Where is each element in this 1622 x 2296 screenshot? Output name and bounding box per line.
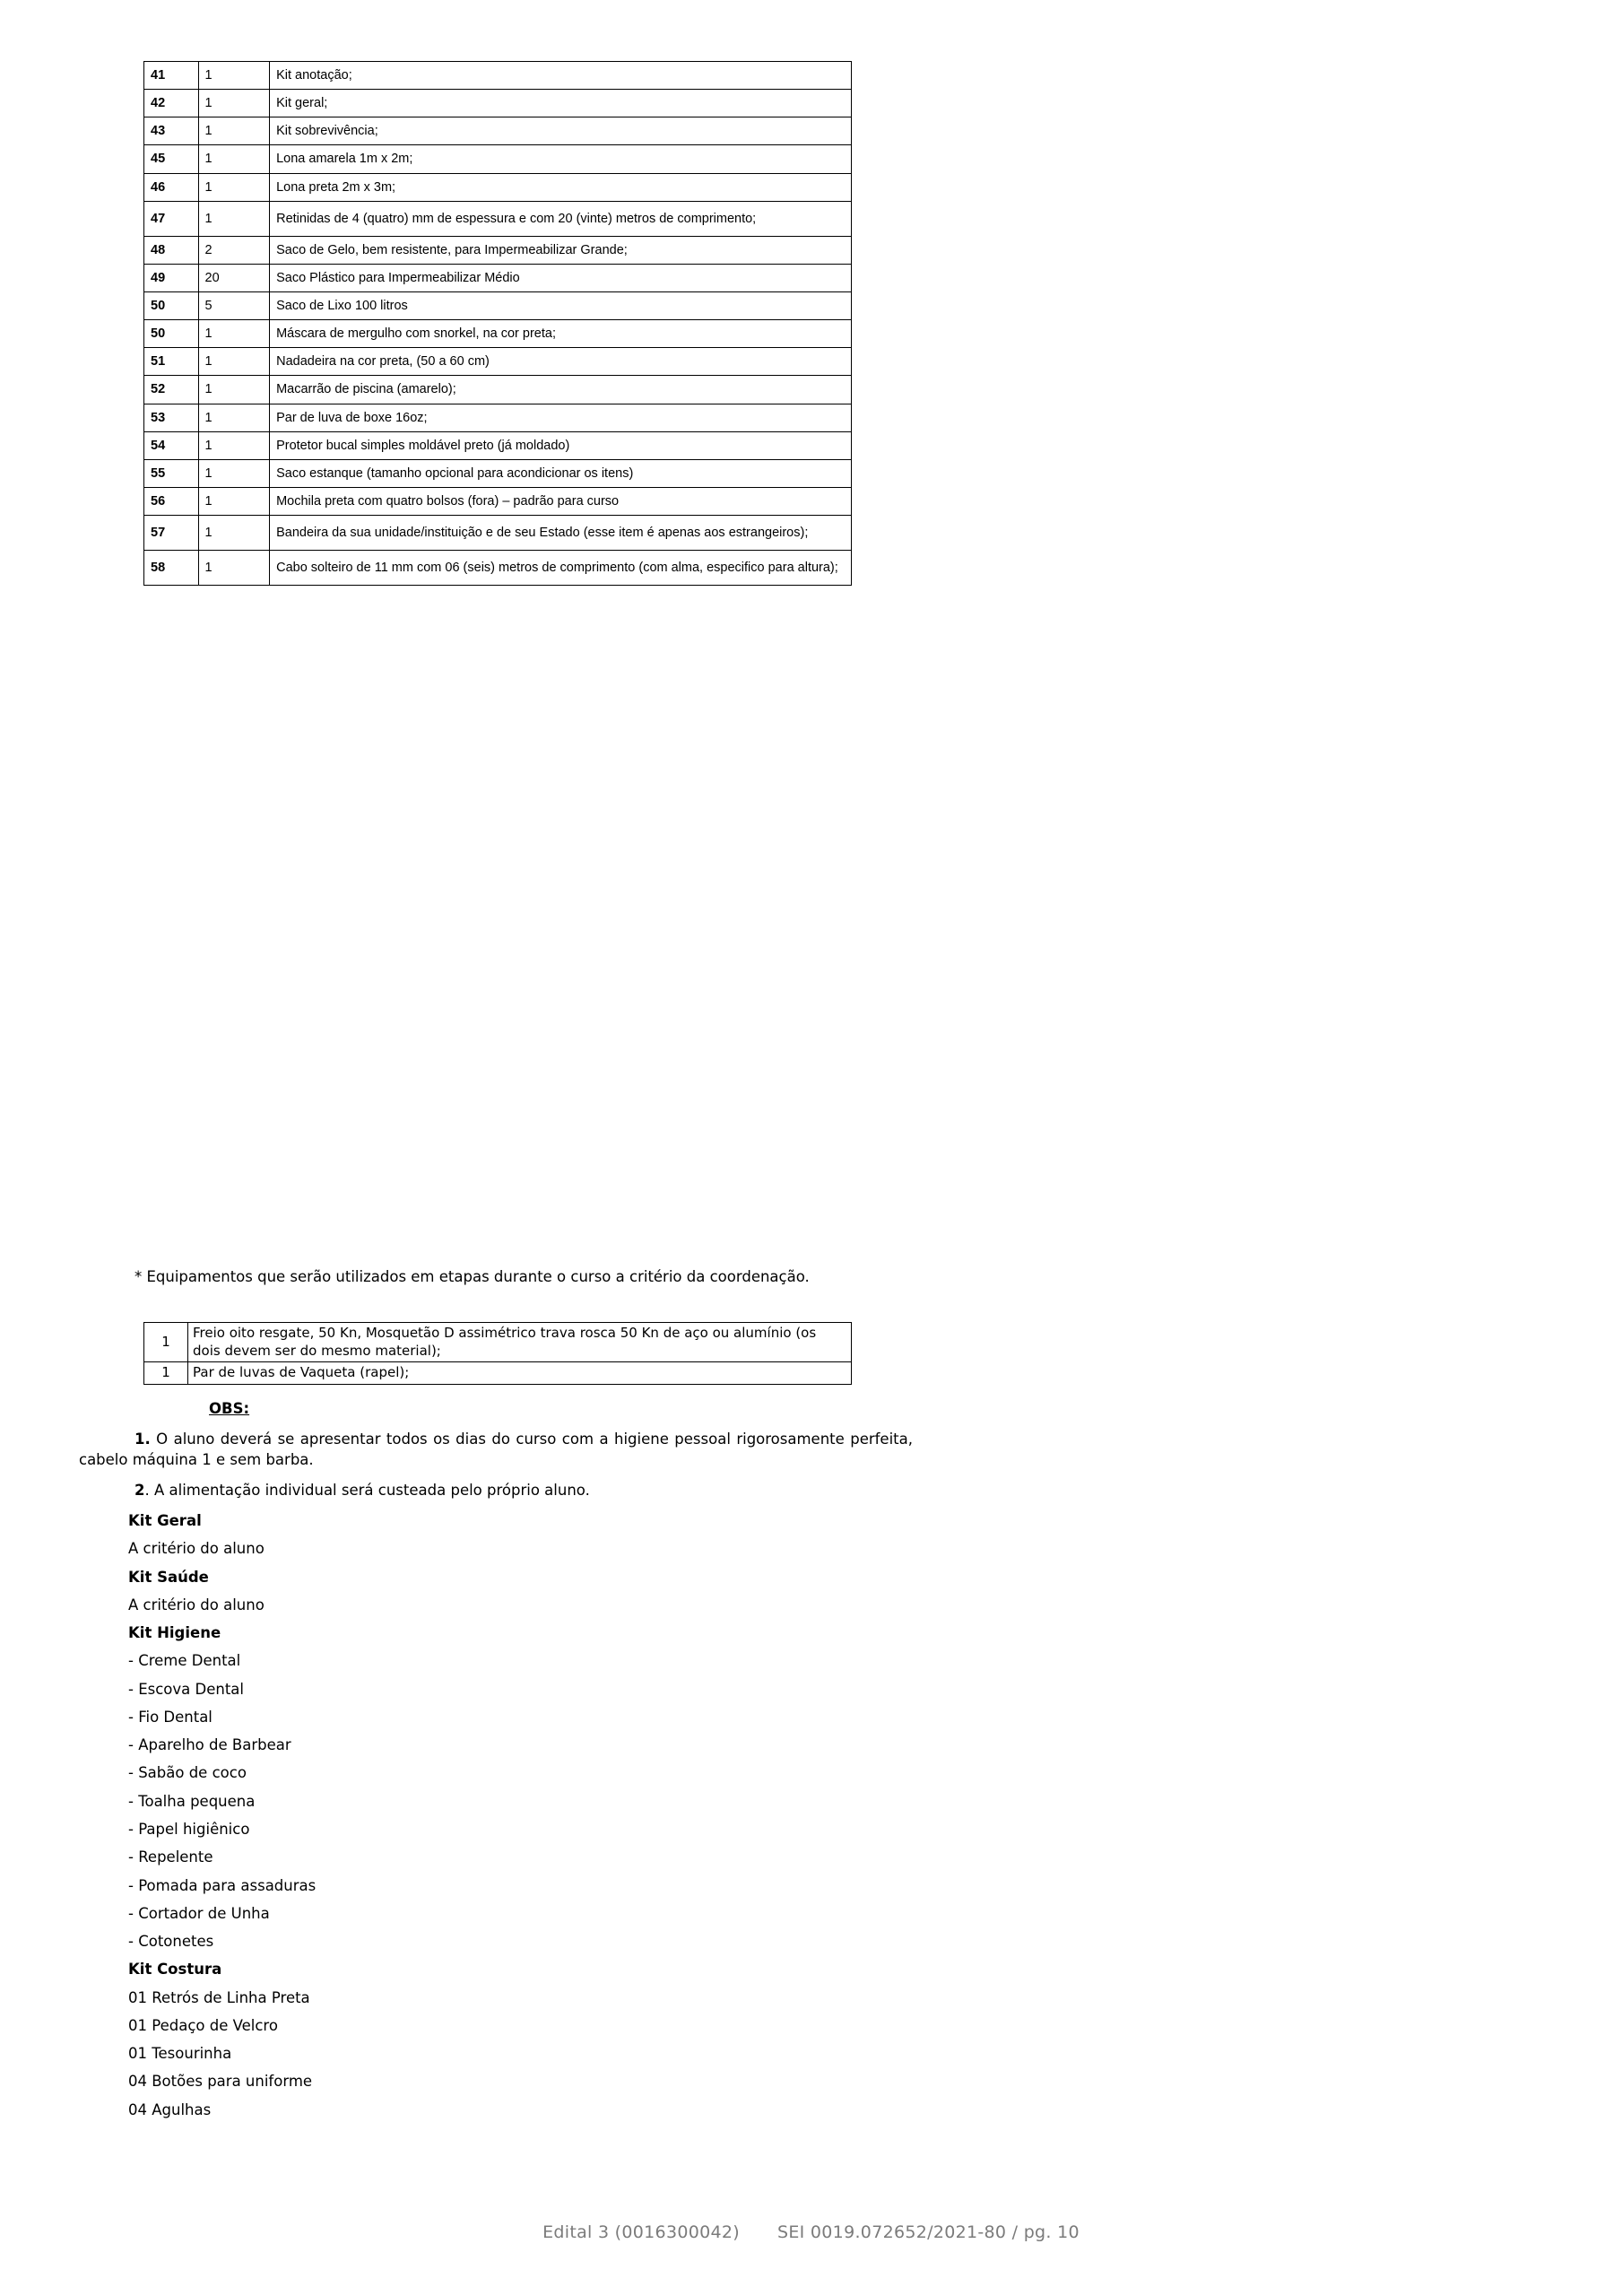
row-item-number: 45 — [144, 145, 199, 173]
table-row — [144, 459, 852, 487]
table-row — [144, 551, 852, 586]
table-row — [144, 516, 852, 551]
row-quantity: 2 — [198, 236, 270, 264]
row-description: Nadadeira na cor preta, (50 a 60 cm) — [270, 348, 852, 376]
row-description: Macarrão de piscina (amarelo); — [270, 376, 852, 404]
table-row — [144, 201, 852, 236]
kit-saude-title: Kit Saúde — [128, 1568, 209, 1586]
list-item: - Sabão de coco — [128, 1764, 247, 1782]
kit-saude-line: A critério do aluno — [128, 1596, 265, 1613]
row-quantity: 1 — [198, 90, 270, 117]
list-item: 01 Pedaço de Velcro — [128, 2016, 278, 2034]
row-item-number: 53 — [144, 404, 199, 431]
equipment-table-body — [144, 62, 852, 586]
row-description: Freio oito resgate, 50 Kn, Mosquetão D assimétrico trava rosca 50 Kn de aço ou alumínio (os dois devem ser do mesmo material); — [188, 1323, 852, 1362]
list-item: - Repelente — [128, 1848, 213, 1866]
list-item: - Pomada para assaduras — [128, 1876, 317, 1894]
obs-item-2-number: 2 — [134, 1481, 145, 1499]
row-item-number: 43 — [144, 117, 199, 145]
row-item-number: 55 — [144, 459, 199, 487]
row-description: Saco de Gelo, bem resistente, para Impermeabilizar Grande; — [270, 236, 852, 264]
table-row — [144, 1323, 852, 1362]
row-description: Par de luva de boxe 16oz; — [270, 404, 852, 431]
row-description: Máscara de mergulho com snorkel, na cor preta; — [270, 320, 852, 348]
footer-sei-ref: SEI 0019.072652/2021-80 / pg. 10 — [777, 2222, 1080, 2242]
row-quantity: 1 — [144, 1362, 188, 1385]
list-item: 01 Retrós de Linha Preta — [128, 1988, 310, 2006]
list-item: - Papel higiênico — [128, 1820, 250, 1838]
row-item-number: 49 — [144, 264, 199, 291]
table-row — [144, 292, 852, 320]
list-item: - Escova Dental — [128, 1680, 244, 1698]
row-quantity: 1 — [198, 404, 270, 431]
table-row — [144, 404, 852, 431]
row-quantity: 1 — [198, 145, 270, 173]
row-item-number: 42 — [144, 90, 199, 117]
list-item: - Toalha pequena — [128, 1792, 256, 1810]
row-item-number: 57 — [144, 516, 199, 551]
list-item: 04 Agulhas — [128, 2100, 212, 2118]
footer-document-ref: Edital 3 (0016300042) — [542, 2222, 740, 2242]
equipment-note — [79, 1266, 913, 1288]
row-description: Retinidas de 4 (quatro) mm de espessura e com 20 (vinte) metros de comprimento; — [270, 201, 852, 236]
row-quantity: 1 — [198, 551, 270, 586]
note-text: * Equipamentos que serão utilizados em etapas durante o curso a critério da coordenação. — [134, 1268, 810, 1285]
obs-item-2 — [79, 1481, 913, 1500]
row-quantity: 1 — [198, 431, 270, 459]
table-row — [144, 90, 852, 117]
obs-item-1 — [79, 1430, 913, 1470]
row-description: Saco Plástico para Impermeabilizar Médio — [270, 264, 852, 291]
extra-equipment-table-body — [144, 1323, 852, 1385]
obs-item-1-text: O aluno deverá se apresentar todos os dias do curso com a higiene pessoal rigorosamente perfeita, cabelo máquina 1 e sem barba. — [79, 1431, 913, 1468]
row-item-number: 48 — [144, 236, 199, 264]
row-quantity: 1 — [198, 62, 270, 90]
row-item-number: 41 — [144, 62, 199, 90]
row-quantity: 1 — [198, 516, 270, 551]
row-item-number: 47 — [144, 201, 199, 236]
row-description: Par de luvas de Vaqueta (rapel); — [188, 1362, 852, 1385]
extra-equipment-table — [143, 1322, 852, 1385]
row-description: Kit sobrevivência; — [270, 117, 852, 145]
row-quantity: 1 — [198, 173, 270, 201]
kit-higiene-title: Kit Higiene — [128, 1624, 221, 1642]
kit-geral-line: A critério do aluno — [128, 1540, 265, 1558]
table-row — [144, 376, 852, 404]
row-description: Mochila preta com quatro bolsos (fora) – padrão para curso — [270, 487, 852, 515]
table-row — [144, 145, 852, 173]
row-quantity: 1 — [198, 348, 270, 376]
table-row — [144, 348, 852, 376]
row-quantity: 1 — [198, 487, 270, 515]
row-quantity: 20 — [198, 264, 270, 291]
list-item: - Aparelho de Barbear — [128, 1736, 291, 1754]
table-row — [144, 487, 852, 515]
row-description: Saco estanque (tamanho opcional para acondicionar os itens) — [270, 459, 852, 487]
row-description: Protetor bucal simples moldável preto (já moldado) — [270, 431, 852, 459]
row-item-number: 58 — [144, 551, 199, 586]
table-row — [144, 320, 852, 348]
list-item: - Fio Dental — [128, 1708, 213, 1726]
row-quantity: 1 — [198, 320, 270, 348]
table-row — [144, 62, 852, 90]
observations-block — [79, 1399, 913, 2128]
obs-title: OBS: — [209, 1400, 250, 1417]
list-item: - Creme Dental — [128, 1652, 241, 1670]
row-description: Bandeira da sua unidade/instituição e de seu Estado (esse item é apenas aos estrangeiros); — [270, 516, 852, 551]
table-row — [144, 264, 852, 291]
row-description: Saco de Lixo 100 litros — [270, 292, 852, 320]
row-item-number: 50 — [144, 292, 199, 320]
obs-item-2-text: . A alimentação individual será custeada pelo próprio aluno. — [144, 1481, 590, 1499]
table-row — [144, 173, 852, 201]
list-item: 01 Tesourinha — [128, 2045, 232, 2063]
row-item-number: 51 — [144, 348, 199, 376]
row-description: Lona preta 2m x 3m; — [270, 173, 852, 201]
row-quantity: 1 — [198, 459, 270, 487]
page-footer — [0, 2222, 1622, 2242]
list-item: - Cortador de Unha — [128, 1904, 270, 1922]
table-row — [144, 236, 852, 264]
table-row — [144, 431, 852, 459]
row-description: Lona amarela 1m x 2m; — [270, 145, 852, 173]
list-item: 04 Botões para uniforme — [128, 2073, 313, 2091]
list-item: - Cotonetes — [128, 1933, 214, 1951]
row-quantity: 5 — [198, 292, 270, 320]
row-quantity: 1 — [198, 117, 270, 145]
row-description: Kit anotação; — [270, 62, 852, 90]
row-item-number: 50 — [144, 320, 199, 348]
row-item-number: 56 — [144, 487, 199, 515]
row-item-number: 46 — [144, 173, 199, 201]
equipment-table — [143, 61, 852, 586]
kit-geral-title: Kit Geral — [128, 1512, 202, 1530]
row-item-number: 54 — [144, 431, 199, 459]
row-quantity: 1 — [198, 376, 270, 404]
table-row — [144, 117, 852, 145]
row-quantity: 1 — [144, 1323, 188, 1362]
table-row — [144, 1362, 852, 1385]
obs-item-1-number: 1. — [134, 1431, 151, 1448]
row-description: Cabo solteiro de 11 mm com 06 (seis) metros de comprimento (com alma, especifico para altura); — [270, 551, 852, 586]
row-item-number: 52 — [144, 376, 199, 404]
kit-costura-title: Kit Costura — [128, 1961, 222, 1979]
row-quantity: 1 — [198, 201, 270, 236]
row-description: Kit geral; — [270, 90, 852, 117]
